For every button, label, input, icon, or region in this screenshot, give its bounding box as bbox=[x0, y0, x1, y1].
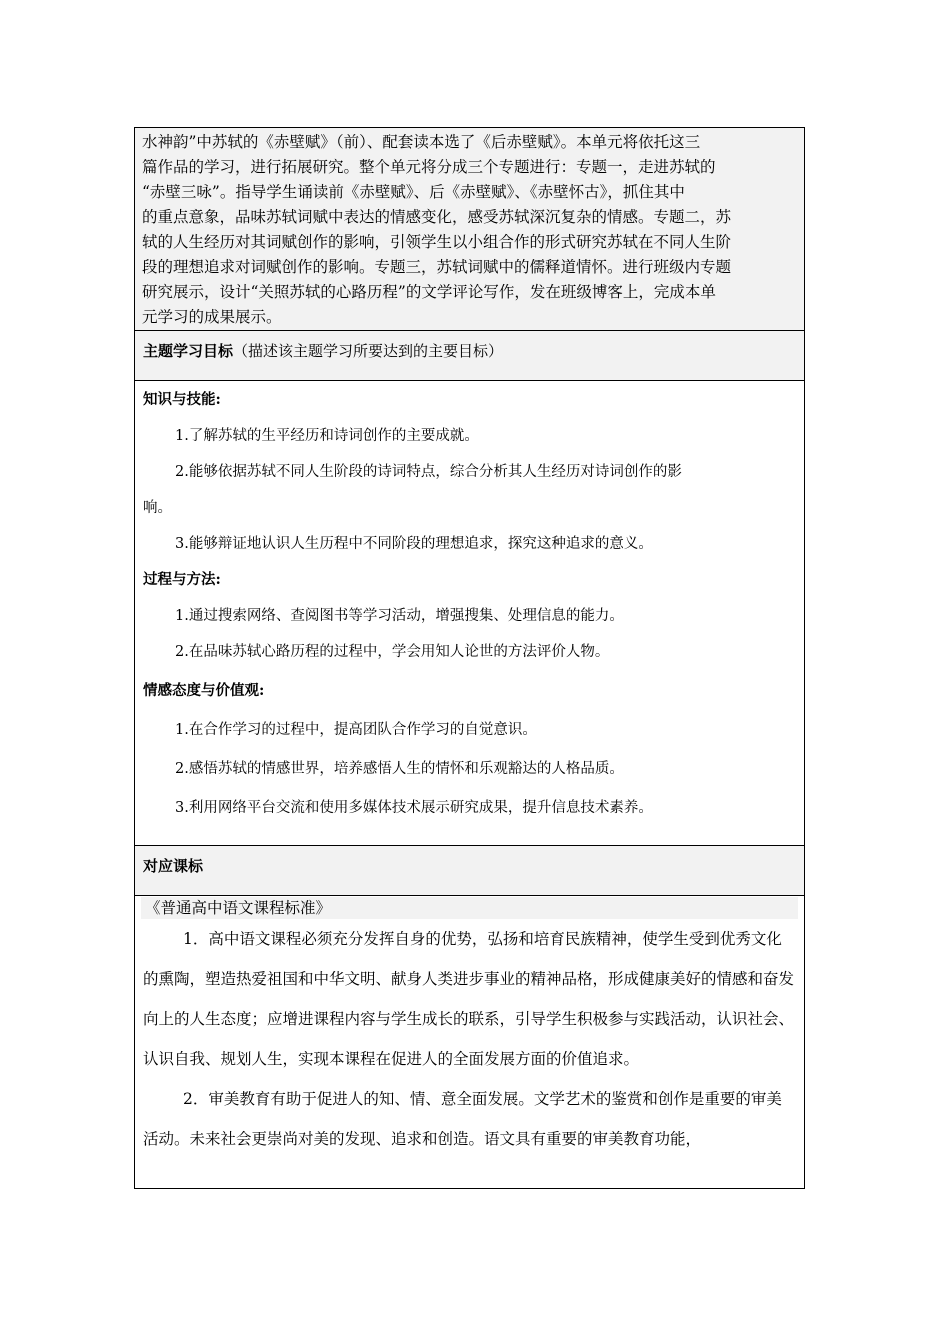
standards-paragraph-2: 2．审美教育有助于促进人的知、情、意全面发展。文学艺术的鉴赏和创作是重要的审美活动。未来社会更崇尚对美的发现、追求和创造。语文具有重要的审美教育功能， bbox=[143, 1090, 782, 1148]
goals-header-title: 主题学习目标 bbox=[143, 342, 234, 360]
emotion-section-title: 情感态度与价值观: bbox=[143, 682, 265, 699]
process-item: 2.在品味苏轼心路历程的过程中，学会用知人论世的方法评价人物。 bbox=[175, 644, 610, 660]
knowledge-section-title: 知识与技能: bbox=[143, 391, 221, 408]
lesson-plan-table bbox=[134, 127, 805, 1189]
intro-line: 的重点意象，品味苏轼词赋中表达的情感变化，感受苏轼深沉复杂的情感。专题二，苏 bbox=[142, 208, 732, 226]
unit-intro-cell bbox=[135, 128, 804, 331]
emotion-item: 3.利用网络平台交流和使用多媒体技术展示研究成果，提升信息技术素养。 bbox=[175, 800, 653, 816]
standards-document-title: 《普通高中语文课程标准》 bbox=[141, 897, 798, 919]
emotion-item: 1.在合作学习的过程中，提高团队合作学习的自觉意识。 bbox=[175, 722, 537, 738]
knowledge-item-continuation: 响。 bbox=[143, 500, 172, 516]
standards-header-title: 对应课标 bbox=[143, 857, 204, 875]
goals-cell bbox=[135, 381, 804, 846]
intro-line: 元学习的成果展示。 bbox=[142, 308, 282, 326]
standards-paragraph-1: 1．高中语文课程必须充分发挥自身的优势，弘扬和培育民族精神，使学生受到优秀文化的熏陶，塑造热爱祖国和中华文明、献身人类进步事业的精神品格，形成健康美好的情感和奋发向上的人生态度；应增进课程内容与学生成长的联系，引导学生积极参与实践活动，认识社会、认识自我、规划人生，实现本课程在促进人的全面发展方面的价值追求。 bbox=[143, 930, 795, 1068]
standards-header-cell bbox=[135, 846, 804, 896]
intro-line: 水神韵”中苏轼的《赤壁赋》（前）、配套读本选了《后赤壁赋》。本单元将依托这三 bbox=[142, 133, 701, 151]
intro-line: “赤壁三咏”。指导学生诵读前《赤壁赋》、后《赤壁赋》、《赤壁怀古》，抓住其中 bbox=[142, 183, 685, 201]
goals-header-note: （描述该主题学习所要达到的主要目标） bbox=[233, 342, 504, 360]
knowledge-item: 2.能够依据苏轼不同人生阶段的诗词特点，综合分析其人生经历对诗词创作的影 bbox=[175, 464, 682, 480]
intro-line: 研究展示，设计“关照苏轼的心路历程”的文学评论写作，发在班级博客上，完成本单 bbox=[142, 283, 716, 301]
goals-header-cell bbox=[135, 331, 804, 381]
standards-cell bbox=[135, 896, 804, 1188]
process-section-title: 过程与方法: bbox=[143, 571, 221, 588]
knowledge-item: 3.能够辩证地认识人生历程中不同阶段的理想追求，探究这种追求的意义。 bbox=[175, 536, 653, 552]
intro-line: 篇作品的学习，进行拓展研究。整个单元将分成三个专题进行：专题一，走进苏轼的 bbox=[142, 158, 716, 176]
process-item: 1.通过搜索网络、查阅图书等学习活动，增强搜集、处理信息的能力。 bbox=[175, 608, 624, 624]
intro-line: 段的理想追求对词赋创作的影响。专题三，苏轼词赋中的儒释道情怀。进行班级内专题 bbox=[142, 258, 732, 276]
knowledge-item: 1.了解苏轼的生平经历和诗词创作的主要成就。 bbox=[175, 428, 479, 444]
intro-line: 轼的人生经历对其词赋创作的影响，引领学生以小组合作的形式研究苏轼在不同人生阶 bbox=[142, 233, 732, 251]
emotion-item: 2.感悟苏轼的情感世界，培养感悟人生的情怀和乐观豁达的人格品质。 bbox=[175, 761, 624, 777]
